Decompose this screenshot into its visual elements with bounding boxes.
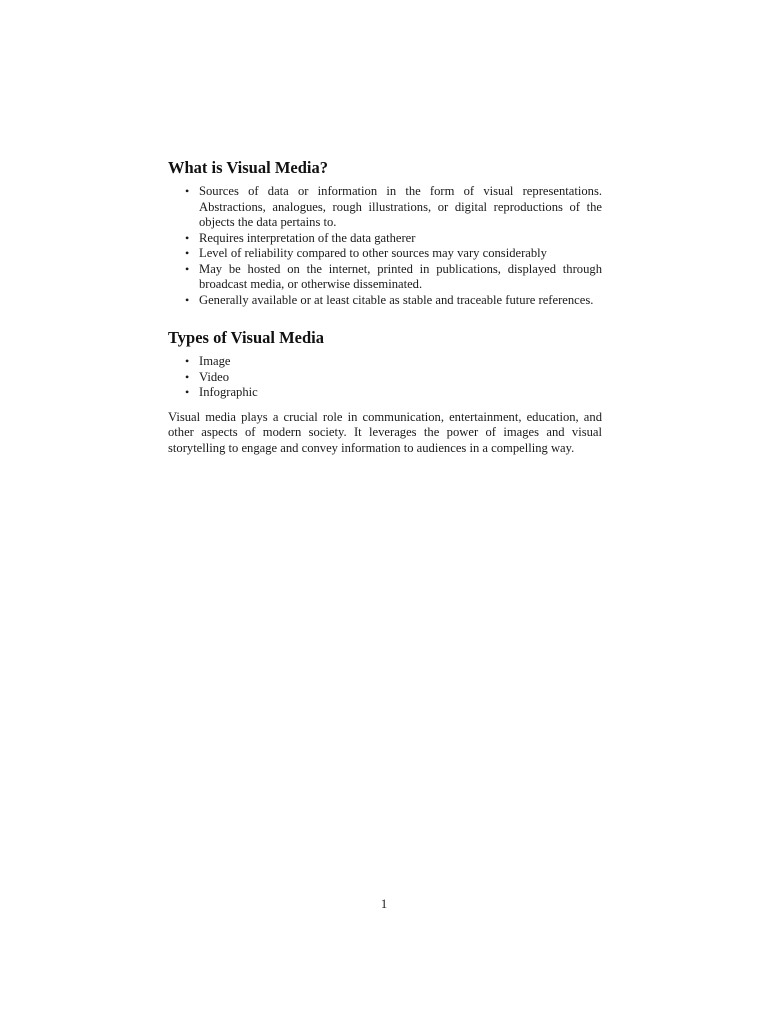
list-item	[168, 385, 602, 401]
list-item-text: Generally available or at least citable as stable and traceable future references.	[199, 292, 594, 307]
list-item-text: Video	[199, 369, 230, 384]
bullet-icon: •	[185, 230, 190, 245]
list-item	[168, 370, 602, 386]
list-item-text: Sources of data or information in the form of visual representations. Abstractions, analogues, rough illustrations, or digital reproductions of the objects the data pertains to.	[199, 184, 602, 229]
list-item	[168, 262, 602, 293]
list-item	[168, 184, 602, 231]
bullet-icon: •	[185, 385, 190, 399]
page-content	[168, 158, 602, 456]
bullet-icon: •	[185, 292, 190, 307]
bullet-icon: •	[185, 184, 190, 198]
list-item-text: Level of reliability compared to other sources may vary considerably	[199, 246, 547, 260]
page-number: 1	[380, 897, 388, 911]
list-item-text: Image	[199, 354, 231, 368]
section-heading-types-of-visual-media: Types of Visual Media	[168, 328, 325, 347]
list-item	[168, 246, 602, 262]
bullet-icon: •	[185, 261, 190, 276]
bullet-icon: •	[185, 369, 190, 384]
bullet-icon: •	[185, 246, 190, 260]
definition-list	[168, 184, 602, 308]
section-heading-what-is-visual-media: What is Visual Media?	[168, 158, 328, 177]
types-list	[168, 354, 602, 401]
list-item-text: Infographic	[199, 385, 258, 399]
list-item-text: Requires interpretation of the data gatherer	[199, 230, 416, 245]
bullet-icon: •	[185, 354, 190, 368]
list-item	[168, 354, 602, 370]
list-item-text: May be hosted on the internet, printed in publications, displayed through broadcast media, or otherwise disseminated.	[199, 261, 602, 291]
summary-paragraph: Visual media plays a crucial role in communication, entertainment, education, and other aspects of modern society. It leverages the power of images and visual storytelling to engage and convey information to audiences in a compelling way.	[168, 409, 602, 455]
list-item	[168, 293, 602, 309]
list-item	[168, 231, 602, 247]
